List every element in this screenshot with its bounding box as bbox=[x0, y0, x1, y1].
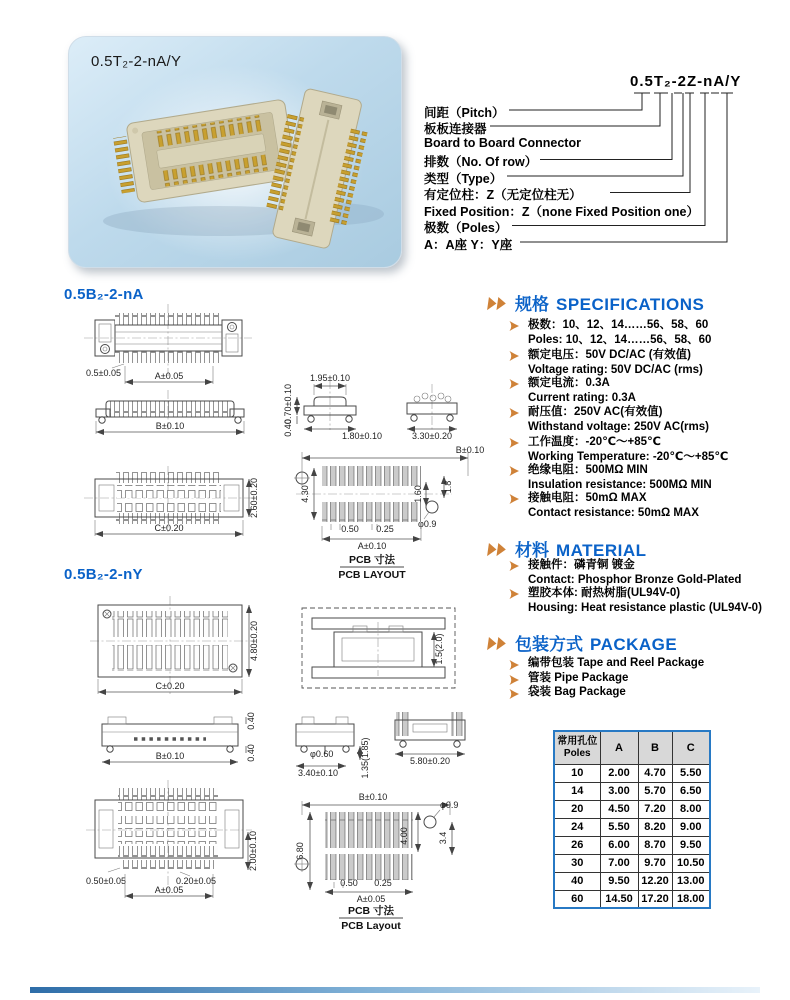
na-end-view-2-drawing bbox=[407, 384, 457, 441]
socket-connector-image bbox=[111, 99, 296, 205]
breakdown-callout-lines bbox=[420, 60, 790, 260]
package-en: Bag Package bbox=[554, 686, 626, 698]
package-title-zh: 包装方式 bbox=[515, 635, 583, 654]
photo-part-title: 0.5T₂-2-nA/Y bbox=[91, 53, 182, 70]
svg-text:4.00: 4.00 bbox=[399, 827, 409, 845]
svg-text:C±0.20: C±0.20 bbox=[155, 681, 185, 691]
spec-en: Voltage rating: 50V DC/AC (rms) bbox=[528, 363, 703, 376]
svg-text:0.50: 0.50 bbox=[340, 878, 358, 888]
spec-en: Contact resistance: 50mΩ MAX bbox=[528, 506, 699, 519]
ny-end-view-1-drawing bbox=[296, 717, 370, 779]
na-side-view-drawing bbox=[96, 390, 244, 434]
svg-text:0.40: 0.40 bbox=[283, 419, 293, 437]
cell: 8.00 bbox=[672, 800, 710, 818]
na-end-view-1-drawing bbox=[283, 373, 382, 441]
svg-text:B±0.10: B±0.10 bbox=[455, 445, 485, 455]
na-top-view-drawing bbox=[84, 304, 252, 384]
chevron-bullet-icon bbox=[509, 659, 521, 671]
cell: 18.00 bbox=[672, 890, 710, 908]
table-row bbox=[554, 854, 710, 872]
material-title-zh: 材料 bbox=[515, 541, 549, 560]
spec-item-contact-resistance bbox=[509, 491, 785, 520]
svg-text:PCB Layout: PCB Layout bbox=[341, 920, 401, 932]
package-en: Tape and Reel Package bbox=[577, 657, 705, 669]
svg-text:φ0.9: φ0.9 bbox=[418, 519, 437, 529]
cell: 5.70 bbox=[638, 782, 672, 800]
cell: 4.50 bbox=[600, 800, 638, 818]
cell: 2.00 bbox=[600, 764, 638, 782]
svg-text:PCB LAYOUT: PCB LAYOUT bbox=[338, 569, 406, 581]
double-chevron-icon bbox=[486, 636, 509, 651]
cell: 20 bbox=[554, 800, 600, 818]
svg-text:PCB 寸法: PCB 寸法 bbox=[348, 554, 396, 566]
svg-text:0.70±0.10: 0.70±0.10 bbox=[283, 384, 293, 424]
ny-side-view-drawing bbox=[102, 712, 256, 762]
svg-text:0.25: 0.25 bbox=[374, 878, 392, 888]
spec-item-temperature bbox=[509, 435, 785, 464]
spec-title-zh: 规格 bbox=[515, 295, 549, 314]
cell: 26 bbox=[554, 836, 600, 854]
spec-en: Current rating: 0.3A bbox=[528, 391, 636, 404]
svg-text:4.30: 4.30 bbox=[300, 485, 310, 503]
svg-text:B±0.10: B±0.10 bbox=[358, 792, 388, 802]
svg-text:2.60±0.20: 2.60±0.20 bbox=[249, 478, 259, 518]
svg-text:3.40±0.10: 3.40±0.10 bbox=[298, 768, 338, 778]
package-header bbox=[486, 630, 677, 652]
svg-text:A±0.05: A±0.05 bbox=[356, 894, 386, 904]
svg-text:0.40: 0.40 bbox=[246, 712, 256, 730]
svg-text:5.80±0.20: 5.80±0.20 bbox=[410, 756, 450, 766]
package-en: Pipe Package bbox=[554, 672, 629, 684]
chevron-bullet-icon bbox=[509, 407, 521, 419]
drawing-title-ny: 0.5B₂-2-nY bbox=[64, 566, 143, 583]
table-row bbox=[554, 782, 710, 800]
chevron-bullet-icon bbox=[509, 320, 521, 332]
table-row bbox=[554, 800, 710, 818]
cell: 6.50 bbox=[672, 782, 710, 800]
breakdown-label-bbc-en: Board to Board Connector bbox=[424, 136, 581, 150]
svg-text:C±0.20: C±0.20 bbox=[154, 523, 184, 533]
double-chevron-icon bbox=[486, 296, 509, 311]
spec-zh: 接触电阻：50mΩ MAX bbox=[528, 492, 647, 504]
col-header-poles-en: Poles bbox=[563, 747, 591, 759]
table-row bbox=[554, 764, 710, 782]
col-header-b: B bbox=[638, 731, 672, 764]
spec-title-en: SPECIFICATIONS bbox=[556, 295, 705, 314]
table-row bbox=[554, 890, 710, 908]
spec-en: Working Temperature: -20℃～+85℃ bbox=[528, 450, 729, 463]
svg-text:2.00±0.10: 2.00±0.10 bbox=[248, 831, 258, 871]
spec-item-poles bbox=[509, 318, 785, 347]
breakdown-label-fixed-en: Fixed Position：Z（none Fixed Position one） bbox=[424, 205, 700, 219]
spec-en: Insulation resistance: 500MΩ MIN bbox=[528, 478, 712, 491]
svg-text:1.80±0.10: 1.80±0.10 bbox=[342, 431, 382, 441]
cell: 60 bbox=[554, 890, 600, 908]
svg-text:φ0.9: φ0.9 bbox=[440, 800, 459, 810]
chevron-bullet-icon bbox=[509, 465, 521, 477]
footer-accent-bar bbox=[30, 987, 760, 993]
svg-text:0.50: 0.50 bbox=[341, 524, 359, 534]
svg-text:1.5(2.0): 1.5(2.0) bbox=[434, 633, 444, 665]
spec-zh: 极数：10、12、14……56、58、60 bbox=[528, 319, 709, 331]
spec-item-current bbox=[509, 376, 785, 405]
material-zh: 接触件：磷青铜 镀金 bbox=[528, 559, 635, 571]
table-row bbox=[554, 872, 710, 890]
spec-zh: 额定电流：0.3A bbox=[528, 377, 610, 389]
cell: 17.20 bbox=[638, 890, 672, 908]
material-item-contact bbox=[509, 558, 785, 587]
package-item-pipe bbox=[509, 672, 785, 685]
package-zh: 管装 bbox=[528, 672, 551, 684]
cell: 9.50 bbox=[672, 836, 710, 854]
chevron-bullet-icon bbox=[509, 493, 521, 505]
package-item-bag bbox=[509, 686, 785, 699]
cell: 7.00 bbox=[600, 854, 638, 872]
svg-text:6.80: 6.80 bbox=[295, 842, 305, 860]
breakdown-label-fixed-zh: 有定位柱：Z（无定位柱无） bbox=[424, 188, 582, 202]
breakdown-label-rows: 排数（No. Of row） bbox=[424, 155, 538, 169]
chevron-bullet-icon bbox=[509, 688, 521, 700]
technical-drawings bbox=[50, 280, 520, 980]
double-chevron-icon bbox=[486, 542, 509, 557]
cell: 10.50 bbox=[672, 854, 710, 872]
ny-top-view-drawing bbox=[90, 596, 259, 694]
part-number-code: 0.5T₂-2Z-nA/Y bbox=[630, 73, 742, 90]
specifications-header bbox=[486, 290, 704, 312]
spec-zh: 绝缘电阻：500MΩ MIN bbox=[528, 464, 648, 476]
material-en: Contact: Phosphor Bronze Gold-Plated bbox=[528, 573, 742, 586]
na-bottom-view-drawing bbox=[84, 466, 259, 536]
svg-text:PCB 寸法: PCB 寸法 bbox=[347, 905, 395, 917]
svg-text:3.30±0.20: 3.30±0.20 bbox=[412, 431, 452, 441]
cell: 14.50 bbox=[600, 890, 638, 908]
chevron-bullet-icon bbox=[509, 378, 521, 390]
cell: 40 bbox=[554, 872, 600, 890]
spec-en: Withstand voltage: 250V AC(rms) bbox=[528, 420, 709, 433]
ny-mated-section-drawing bbox=[302, 608, 455, 688]
cell: 9.00 bbox=[672, 818, 710, 836]
svg-text:1.35(1.85): 1.35(1.85) bbox=[360, 737, 370, 779]
spec-zh: 工作温度：-20℃～+85℃ bbox=[528, 436, 661, 448]
cell: 14 bbox=[554, 782, 600, 800]
col-header-poles bbox=[554, 731, 600, 764]
svg-text:1.95±0.10: 1.95±0.10 bbox=[310, 373, 350, 383]
ny-end-view-2-drawing bbox=[395, 712, 465, 766]
cell: 9.50 bbox=[600, 872, 638, 890]
cell: 13.00 bbox=[672, 872, 710, 890]
cell: 8.70 bbox=[638, 836, 672, 854]
package-item-tape-reel bbox=[509, 657, 785, 670]
svg-text:0.25: 0.25 bbox=[376, 524, 394, 534]
spec-zh: 耐压值：250V AC(有效值) bbox=[528, 406, 663, 418]
spec-zh: 额定电压：50V DC/AC (有效值) bbox=[528, 349, 691, 361]
svg-text:A±0.05: A±0.05 bbox=[154, 885, 184, 895]
table-row bbox=[554, 818, 710, 836]
cell: 3.00 bbox=[600, 782, 638, 800]
svg-text:B±0.10: B±0.10 bbox=[155, 751, 185, 761]
breakdown-label-pitch: 间距（Pitch） bbox=[424, 106, 505, 120]
col-header-c: C bbox=[672, 731, 710, 764]
ny-pcb-layout-drawing bbox=[294, 792, 458, 932]
cell: 30 bbox=[554, 854, 600, 872]
na-pcb-layout-drawing bbox=[294, 445, 484, 581]
svg-text:0.50±0.05: 0.50±0.05 bbox=[86, 876, 126, 886]
material-item-housing bbox=[509, 586, 785, 615]
cell: 5.50 bbox=[600, 818, 638, 836]
cell: 24 bbox=[554, 818, 600, 836]
cell: 10 bbox=[554, 764, 600, 782]
cell: 7.20 bbox=[638, 800, 672, 818]
col-header-poles-zh: 常用孔位 bbox=[557, 735, 598, 747]
svg-text:B±0.10: B±0.10 bbox=[155, 421, 185, 431]
table-row bbox=[554, 836, 710, 854]
svg-text:A±0.10: A±0.10 bbox=[357, 541, 387, 551]
svg-text:A±0.05: A±0.05 bbox=[154, 371, 184, 381]
chevron-bullet-icon bbox=[509, 674, 521, 686]
cell: 9.70 bbox=[638, 854, 672, 872]
svg-text:0.40: 0.40 bbox=[246, 744, 256, 762]
col-header-a: A bbox=[600, 731, 638, 764]
svg-text:φ0.60: φ0.60 bbox=[310, 749, 334, 759]
breakdown-label-ay: A：A座 Y：Y座 bbox=[424, 238, 513, 252]
svg-text:0.20±0.05: 0.20±0.05 bbox=[176, 876, 216, 886]
spec-item-voltage bbox=[509, 348, 785, 377]
drawing-title-na: 0.5B₂-2-nA bbox=[64, 286, 144, 303]
spec-item-withstand bbox=[509, 405, 785, 434]
cell: 6.00 bbox=[600, 836, 638, 854]
svg-text:0.5±0.05: 0.5±0.05 bbox=[86, 368, 121, 378]
package-title-en: PACKAGE bbox=[590, 635, 678, 654]
package-zh: 袋装 bbox=[528, 686, 551, 698]
material-header bbox=[486, 536, 647, 558]
poles-dimensions-table bbox=[553, 730, 711, 909]
chevron-bullet-icon bbox=[509, 437, 521, 449]
chevron-bullet-icon bbox=[509, 350, 521, 362]
material-title-en: MATERIAL bbox=[556, 541, 647, 560]
chevron-bullet-icon bbox=[509, 560, 521, 572]
material-zh: 塑胶本体: 耐热树脂(UL94V-0) bbox=[528, 587, 681, 599]
breakdown-label-type: 类型（Type） bbox=[424, 172, 503, 186]
spec-item-insulation bbox=[509, 463, 785, 492]
cell: 8.20 bbox=[638, 818, 672, 836]
material-en: Housing: Heat resistance plastic (UL94V-0) bbox=[528, 601, 762, 614]
package-zh: 编带包装 bbox=[528, 657, 574, 669]
svg-text:4.80±0.20: 4.80±0.20 bbox=[249, 621, 259, 661]
table-header-row bbox=[554, 731, 710, 764]
svg-text:3.4: 3.4 bbox=[438, 831, 448, 845]
cell: 5.50 bbox=[672, 764, 710, 782]
svg-text:1.60: 1.60 bbox=[413, 485, 423, 503]
cell: 12.20 bbox=[638, 872, 672, 890]
breakdown-label-bbc-zh: 板板连接器 bbox=[424, 122, 487, 136]
cell: 4.70 bbox=[638, 764, 672, 782]
chevron-bullet-icon bbox=[509, 588, 521, 600]
ny-bottom-view-drawing bbox=[86, 780, 258, 898]
connector-photo-illustration bbox=[68, 36, 402, 268]
svg-text:1.8: 1.8 bbox=[443, 480, 453, 494]
spec-en: Poles: 10、12、14……56、58、60 bbox=[528, 333, 712, 346]
breakdown-label-poles: 极数（Poles） bbox=[424, 221, 508, 235]
